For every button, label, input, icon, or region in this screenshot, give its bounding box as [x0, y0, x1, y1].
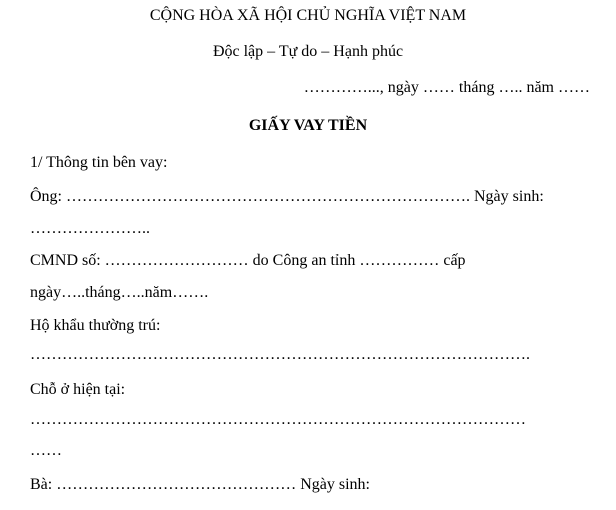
id-issue-date-field: ngày…..tháng…..năm…….	[30, 284, 209, 301]
borrower-section-heading: 1/ Thông tin bên vay:	[30, 154, 168, 171]
current-address-label: Chỗ ở hiện tại:	[30, 381, 126, 398]
document-title: GIẤY VAY TIỀN	[248, 117, 368, 134]
current-address-field: …………………………………………………………………………………	[30, 411, 526, 428]
mrs-name-field: Bà: ……………………………………… Ngày sinh:	[30, 476, 370, 493]
place-date-line: …………..., ngày …… tháng ….. năm ……	[303, 79, 590, 96]
national-header: CỘNG HÒA XÃ HỘI CHỦ NGHĨA VIỆT NAM	[149, 7, 467, 24]
residence-field: ………………………………………………………………………………….	[30, 346, 530, 363]
current-address-field-cont: ……	[30, 442, 62, 459]
id-number-field: CMND số: ……………………… do Công an tỉnh …………… cấp	[30, 252, 466, 269]
mr-name-field: Ông: …………………………………………………………………. Ngày sinh:	[30, 188, 544, 205]
mr-dob-field: …………………..	[30, 220, 150, 237]
residence-label: Hộ khẩu thường trú:	[30, 317, 161, 334]
national-motto: Độc lập – Tự do – Hạnh phúc	[212, 43, 404, 60]
